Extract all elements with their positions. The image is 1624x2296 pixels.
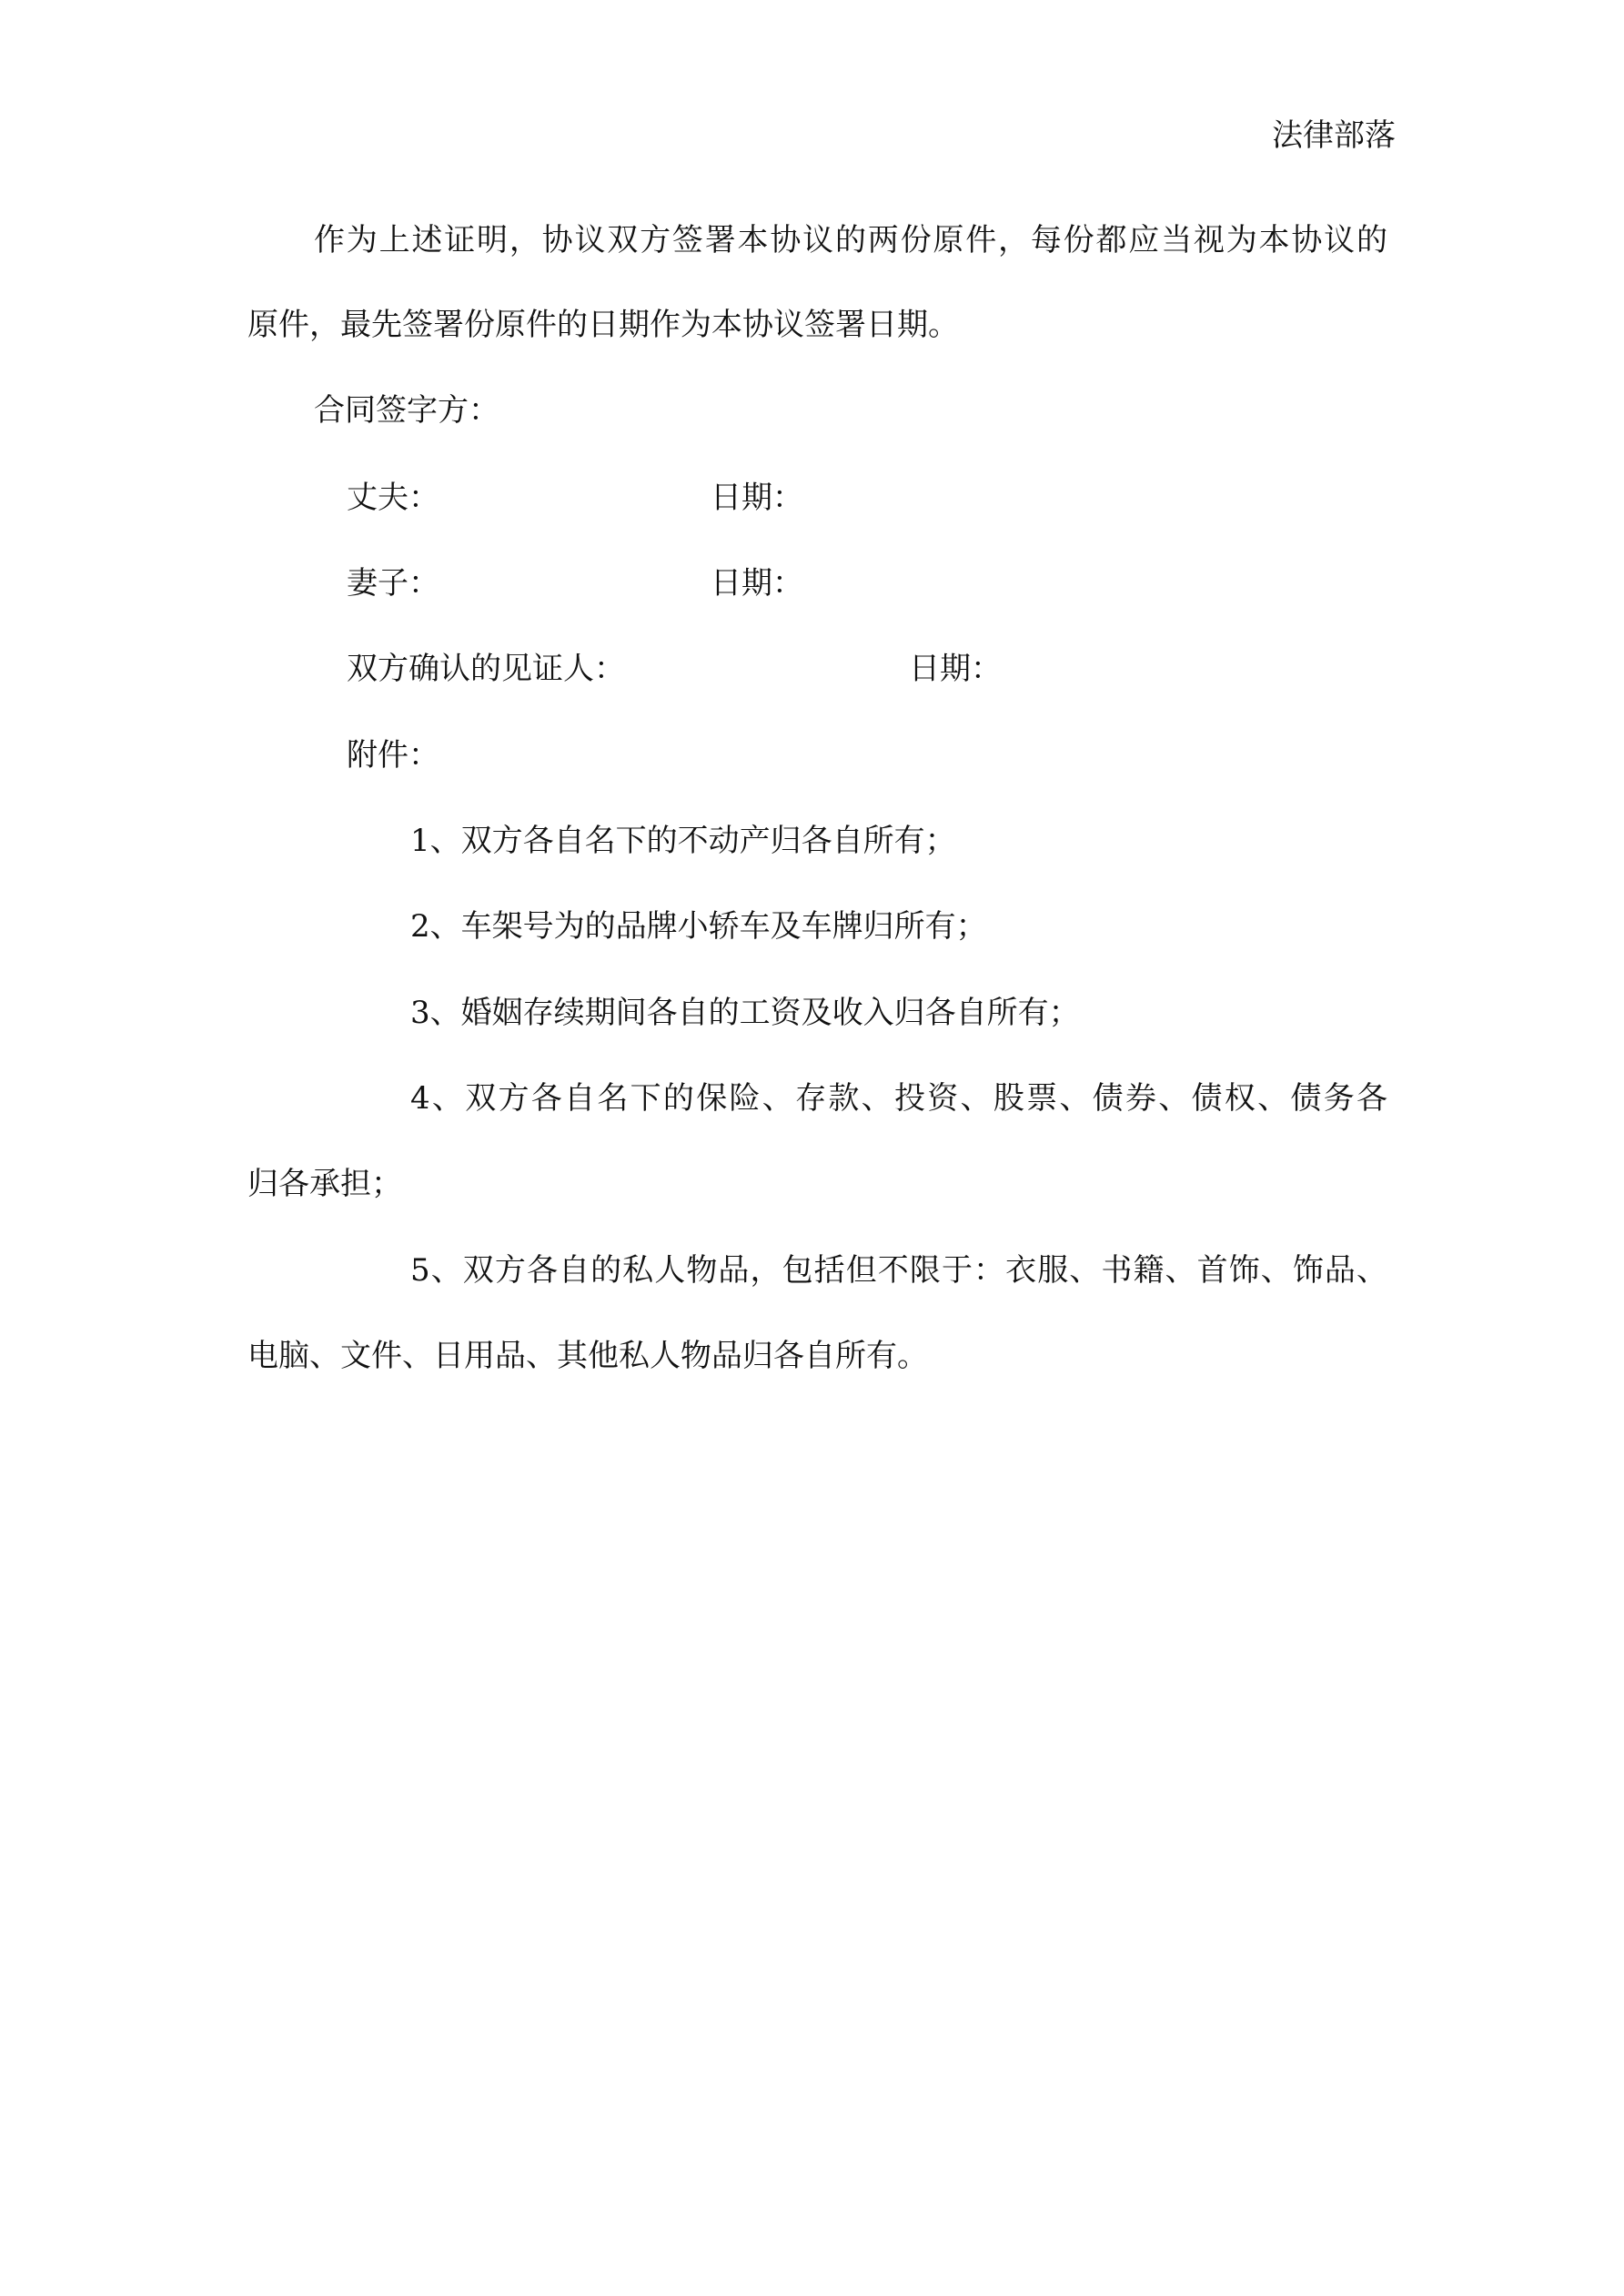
witness-label: 双方确认的见证人： xyxy=(347,651,625,687)
wife-label: 妻子： xyxy=(347,565,439,602)
attachment-item-1: 1、双方各自名下的不动产归各自所有； xyxy=(410,823,956,859)
closing-line-1: 作为上述证明，协议双方签署本协议的两份原件，每份都应当视为本协议的 xyxy=(314,222,1387,258)
husband-label: 丈夫： xyxy=(347,480,439,516)
husband-date-label: 日期： xyxy=(711,480,803,516)
attachment-item-3: 3、婚姻存续期间各自的工资及收入归各自所有； xyxy=(410,995,1080,1031)
attachment-item-4-line-1: 4、双方各自名下的保险、存款、投资、股票、债券、债权、债务各 xyxy=(410,1080,1387,1117)
attachments-label: 附件： xyxy=(347,737,439,774)
wife-date-label: 日期： xyxy=(711,565,803,602)
closing-line-2: 原件，最先签署份原件的日期作为本协议签署日期。 xyxy=(247,307,959,343)
attachment-item-5-line-1: 5、双方各自的私人物品，包括但不限于：衣服、书籍、首饰、饰品、 xyxy=(410,1252,1387,1289)
witness-date-label: 日期： xyxy=(909,651,1002,687)
signatories-label: 合同签字方： xyxy=(314,392,499,429)
attachment-item-4-line-2: 归各承担； xyxy=(247,1166,402,1202)
attachment-item-2: 2、车架号为的品牌小轿车及车牌归所有； xyxy=(410,908,987,945)
header-brand: 法律部落 xyxy=(1272,117,1396,154)
attachment-item-5-line-2: 电脑、文件、日用品、其他私人物品归各自所有。 xyxy=(247,1338,928,1374)
